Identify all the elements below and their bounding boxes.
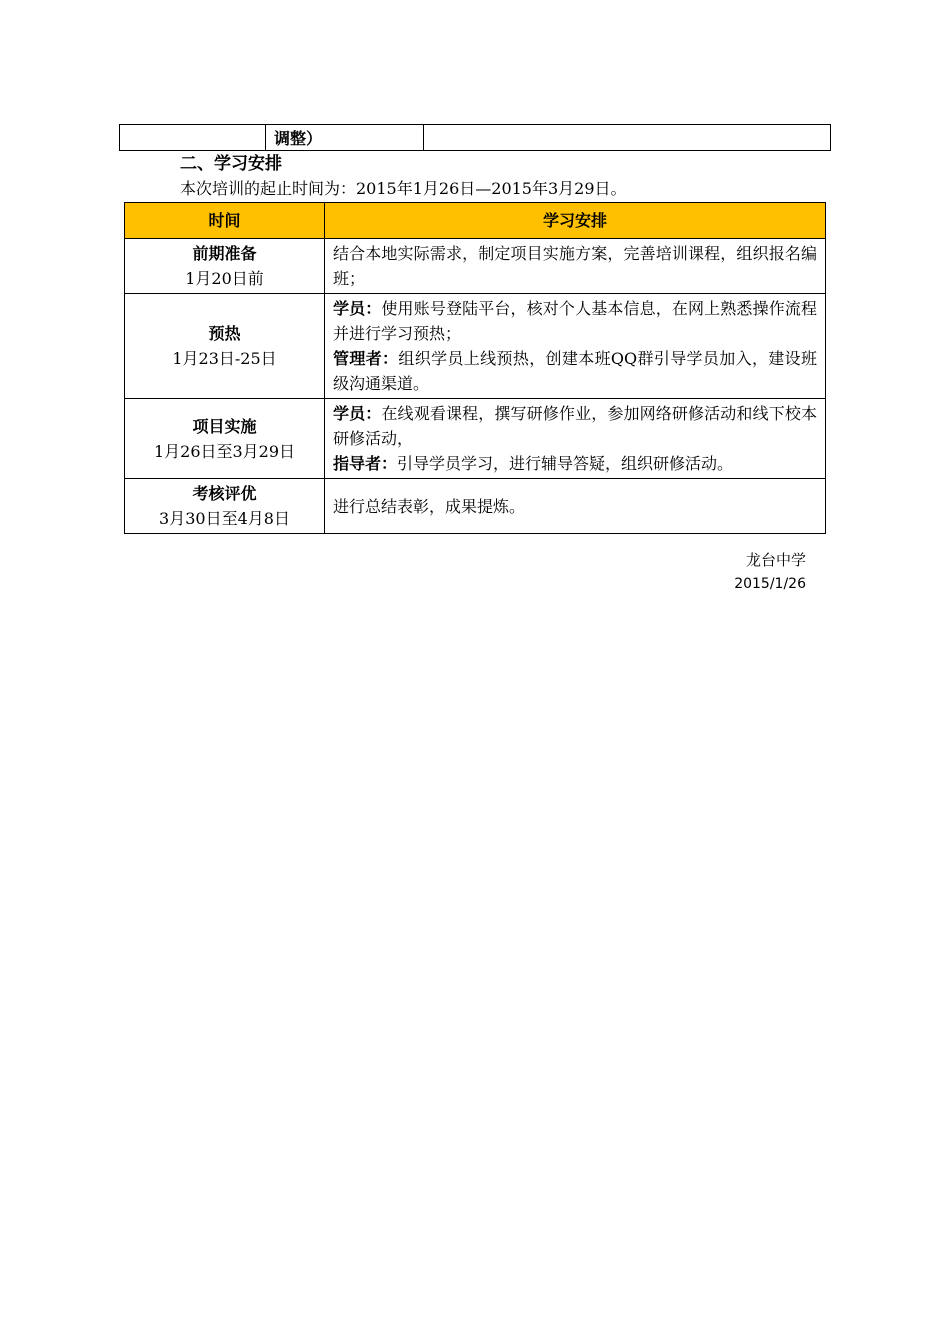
plan-cell — [325, 294, 826, 399]
plan-line — [333, 241, 817, 291]
time-cell — [125, 399, 325, 479]
footer-organization: 龙台中学 — [745, 551, 806, 569]
header-row — [125, 203, 826, 239]
role-label: 学员： — [333, 404, 382, 423]
time-cell — [125, 479, 325, 534]
header-plan: 学习安排 — [325, 203, 826, 239]
intro-paragraph: 本次培训的起止时间为：2015年1月26日—2015年3月29日。 — [180, 179, 627, 198]
plan-line — [333, 296, 817, 346]
time-cell — [125, 294, 325, 399]
plan-text: 使用账号登陆平台，核对个人基本信息，在网上熟悉操作流程并进行学习预热； — [333, 299, 817, 343]
table-cell — [120, 125, 266, 151]
table-row — [125, 479, 826, 534]
role-label: 学员： — [333, 299, 382, 318]
plan-line — [333, 494, 817, 519]
plan-text: 在线观看课程，撰写研修作业，参加网络研修活动和线下校本研修活动， — [333, 404, 817, 448]
table-row — [125, 239, 826, 294]
table-row — [120, 125, 831, 151]
footer-date: 2015/1/26 — [734, 576, 806, 592]
phase-dates: 1月20日前 — [185, 269, 264, 288]
phase-label: 考核评优 — [192, 484, 257, 503]
plan-cell — [325, 239, 826, 294]
time-cell — [125, 239, 325, 294]
plan-text: 引导学员学习，进行辅导答疑，组织研修活动。 — [397, 454, 734, 473]
plan-cell — [325, 399, 826, 479]
phase-dates: 1月26日至3月29日 — [153, 441, 296, 461]
schedule-table — [124, 202, 826, 534]
plan-text: 进行总结表彰，成果提炼。 — [333, 496, 526, 516]
table-row — [125, 399, 826, 479]
phase-dates: 3月30日至4月8日 — [159, 509, 290, 528]
role-label: 管理者： — [333, 349, 399, 368]
phase-dates: 1月23日-25日 — [172, 349, 277, 368]
table-cell — [424, 125, 831, 151]
role-label: 指导者： — [333, 454, 398, 473]
phase-label: 预热 — [208, 324, 241, 343]
plan-line — [333, 401, 817, 451]
plan-line — [333, 451, 817, 476]
table-cell: 调整） — [266, 125, 424, 151]
plan-text: 结合本地实际需求，制定项目实施方案，完善培训课程，组织报名编班； — [333, 244, 817, 288]
previous-table-tail — [119, 124, 831, 151]
plan-text: 组织学员上线预热，创建本班QQ群引导学员加入，建设班级沟通渠道。 — [333, 349, 817, 393]
header-time: 时间 — [125, 203, 325, 239]
section-heading: 二、学习安排 — [180, 154, 282, 174]
plan-line — [333, 346, 817, 396]
phase-label: 项目实施 — [192, 416, 257, 436]
plan-cell — [325, 479, 826, 534]
table-row — [125, 294, 826, 399]
phase-label: 前期准备 — [192, 244, 257, 263]
